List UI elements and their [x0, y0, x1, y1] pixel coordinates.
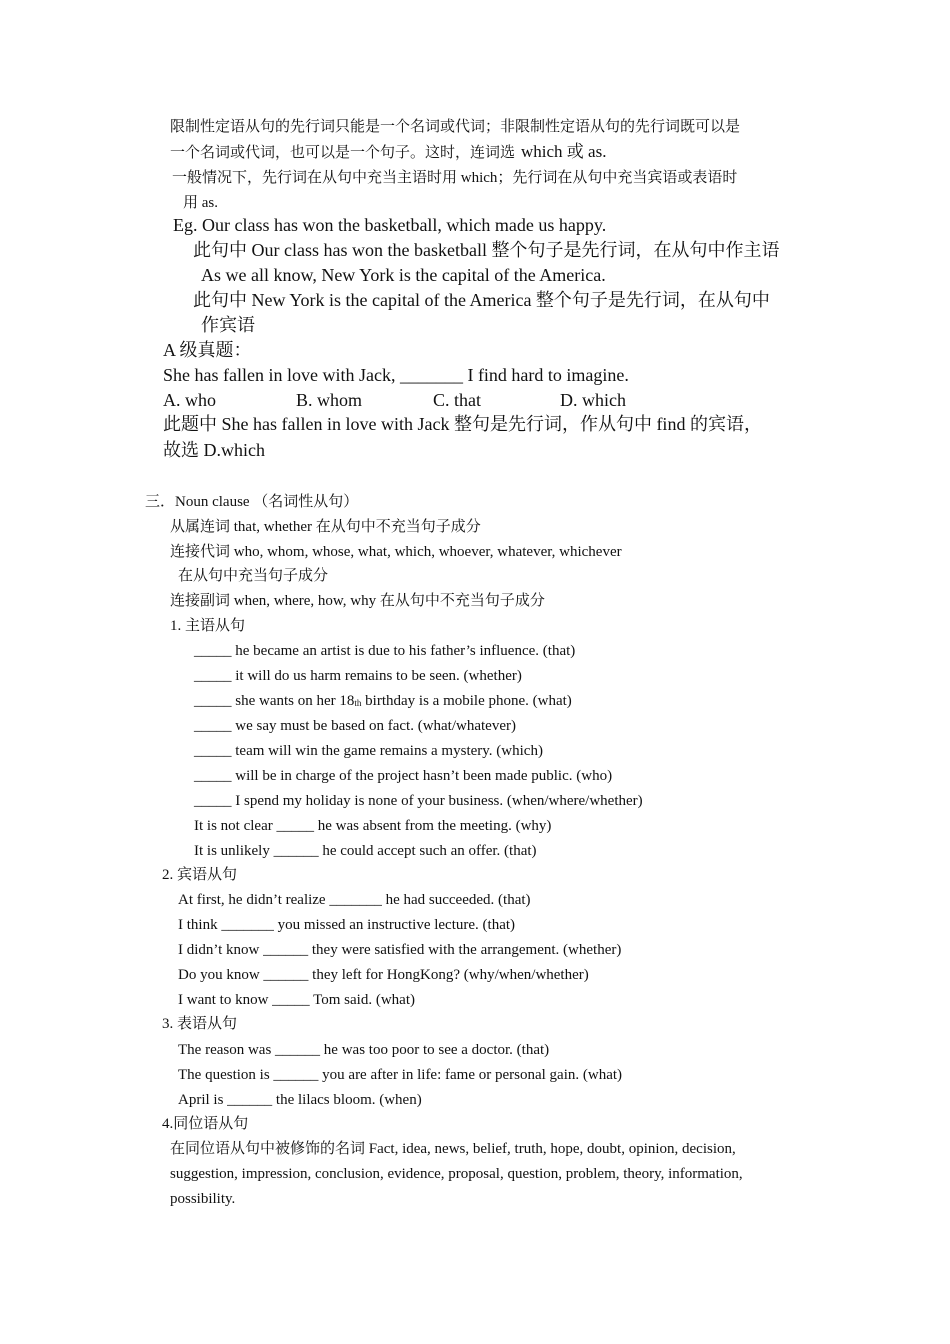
option-b: B. whom	[296, 390, 363, 410]
exercise-line: I think _______ you missed an instructive lecture. (that)	[178, 917, 516, 933]
text-line: 在从句中充当句子成分	[178, 568, 329, 584]
exercise-line	[194, 692, 572, 710]
text-line: 作宾语	[201, 315, 255, 335]
text-line: 从属连词 that, whether 在从句中不充当句子成分	[170, 519, 481, 535]
exercise-line: It is unlikely ______ he could accept such an offer. (that)	[194, 843, 537, 859]
exercise-line: _____ team will win the game remains a mystery. (which)	[194, 743, 543, 759]
text-line: possibility.	[170, 1191, 236, 1207]
text-line: 此题中 She has fallen in love with Jack 整句是先行词，作从句中 find 的宾语，	[163, 414, 762, 434]
text-span: _____ she wants on her 18	[194, 693, 355, 709]
exercise-line: _____ will be in charge of the project hasn’t been made public. (who)	[194, 768, 613, 784]
subheading: 4.同位语从句	[162, 1116, 249, 1132]
text-span: birthday is a mobile phone. (what)	[361, 693, 572, 709]
text-line: 此句中 Our class has won the basketball 整个句子是先行词，在从句中作主语	[193, 240, 780, 260]
text-line: Eg. Our class has won the basketball, which made us happy.	[173, 215, 607, 235]
section-heading: 三．Noun clause （名词性从句）	[145, 494, 359, 510]
text-line: 限制性定语从句的先行词只能是一个名词或代词；非限制性定语从句的先行词既可以是	[170, 119, 741, 135]
exercise-line: The reason was ______ he was too poor to see a doctor. (that)	[178, 1042, 550, 1058]
exercise-line: _____ it will do us harm remains to be seen. (whether)	[194, 668, 522, 684]
text-span: 一个名词或代词，也可以是一个句子。这时，连词选	[170, 145, 516, 161]
exercise-line: At first, he didn’t realize _______ he had succeeded. (that)	[178, 892, 531, 908]
text-line: suggestion, impression, conclusion, evidence, proposal, question, problem, theory, information,	[170, 1166, 743, 1182]
subheading: 3. 表语从句	[162, 1016, 238, 1032]
text-span: which 或 as.	[521, 142, 607, 161]
text-line: 此句中 New York is the capital of the America 整个句子是先行词，在从句中	[193, 290, 770, 310]
exercise-line: It is not clear _____ he was absent from the meeting. (why)	[194, 818, 552, 834]
option-c: C. that	[433, 390, 481, 410]
text-line	[170, 142, 606, 162]
exercise-line: Do you know ______ they left for HongKong? (why/when/whether)	[178, 967, 589, 983]
text-line: 连接代词 who, whom, whose, what, which, whoever, whatever, whichever	[170, 544, 622, 560]
exercise-line: April is ______ the lilacs bloom. (when)	[178, 1092, 422, 1108]
heading-a-level: A 级真题：	[163, 340, 252, 360]
text-line: 用 as.	[183, 195, 218, 211]
option-a: A. who	[163, 390, 216, 410]
subheading: 1. 主语从句	[170, 618, 246, 634]
exercise-line: _____ we say must be based on fact. (what/whatever)	[194, 718, 516, 734]
exercise-line: I didn’t know ______ they were satisfied with the arrangement. (whether)	[178, 942, 622, 958]
subheading: 2. 宾语从句	[162, 867, 238, 883]
text-line: 一般情况下，先行词在从句中充当主语时用 which；先行词在从句中充当宾语或表语时	[172, 170, 738, 186]
exercise-line: _____ I spend my holiday is none of your business. (when/where/whether)	[194, 793, 643, 809]
text-line: 故选 D.which	[163, 440, 265, 460]
text-line: 在同位语从句中被修饰的名词 Fact, idea, news, belief, truth, hope, doubt, opinion, decision,	[170, 1141, 736, 1157]
exercise-line: _____ he became an artist is due to his father’s influence. (that)	[194, 643, 576, 659]
question-text: She has fallen in love with Jack, _______ I find hard to imagine.	[163, 365, 629, 385]
option-d: D. which	[560, 390, 626, 410]
exercise-line: The question is ______ you are after in life: fame or personal gain. (what)	[178, 1067, 623, 1083]
superscript: th	[354, 698, 362, 708]
exercise-line: I want to know _____ Tom said. (what)	[178, 992, 415, 1008]
text-line: As we all know, New York is the capital of the America.	[201, 265, 606, 285]
text-line: 连接副词 when, where, how, why 在从句中不充当句子成分	[170, 593, 545, 609]
